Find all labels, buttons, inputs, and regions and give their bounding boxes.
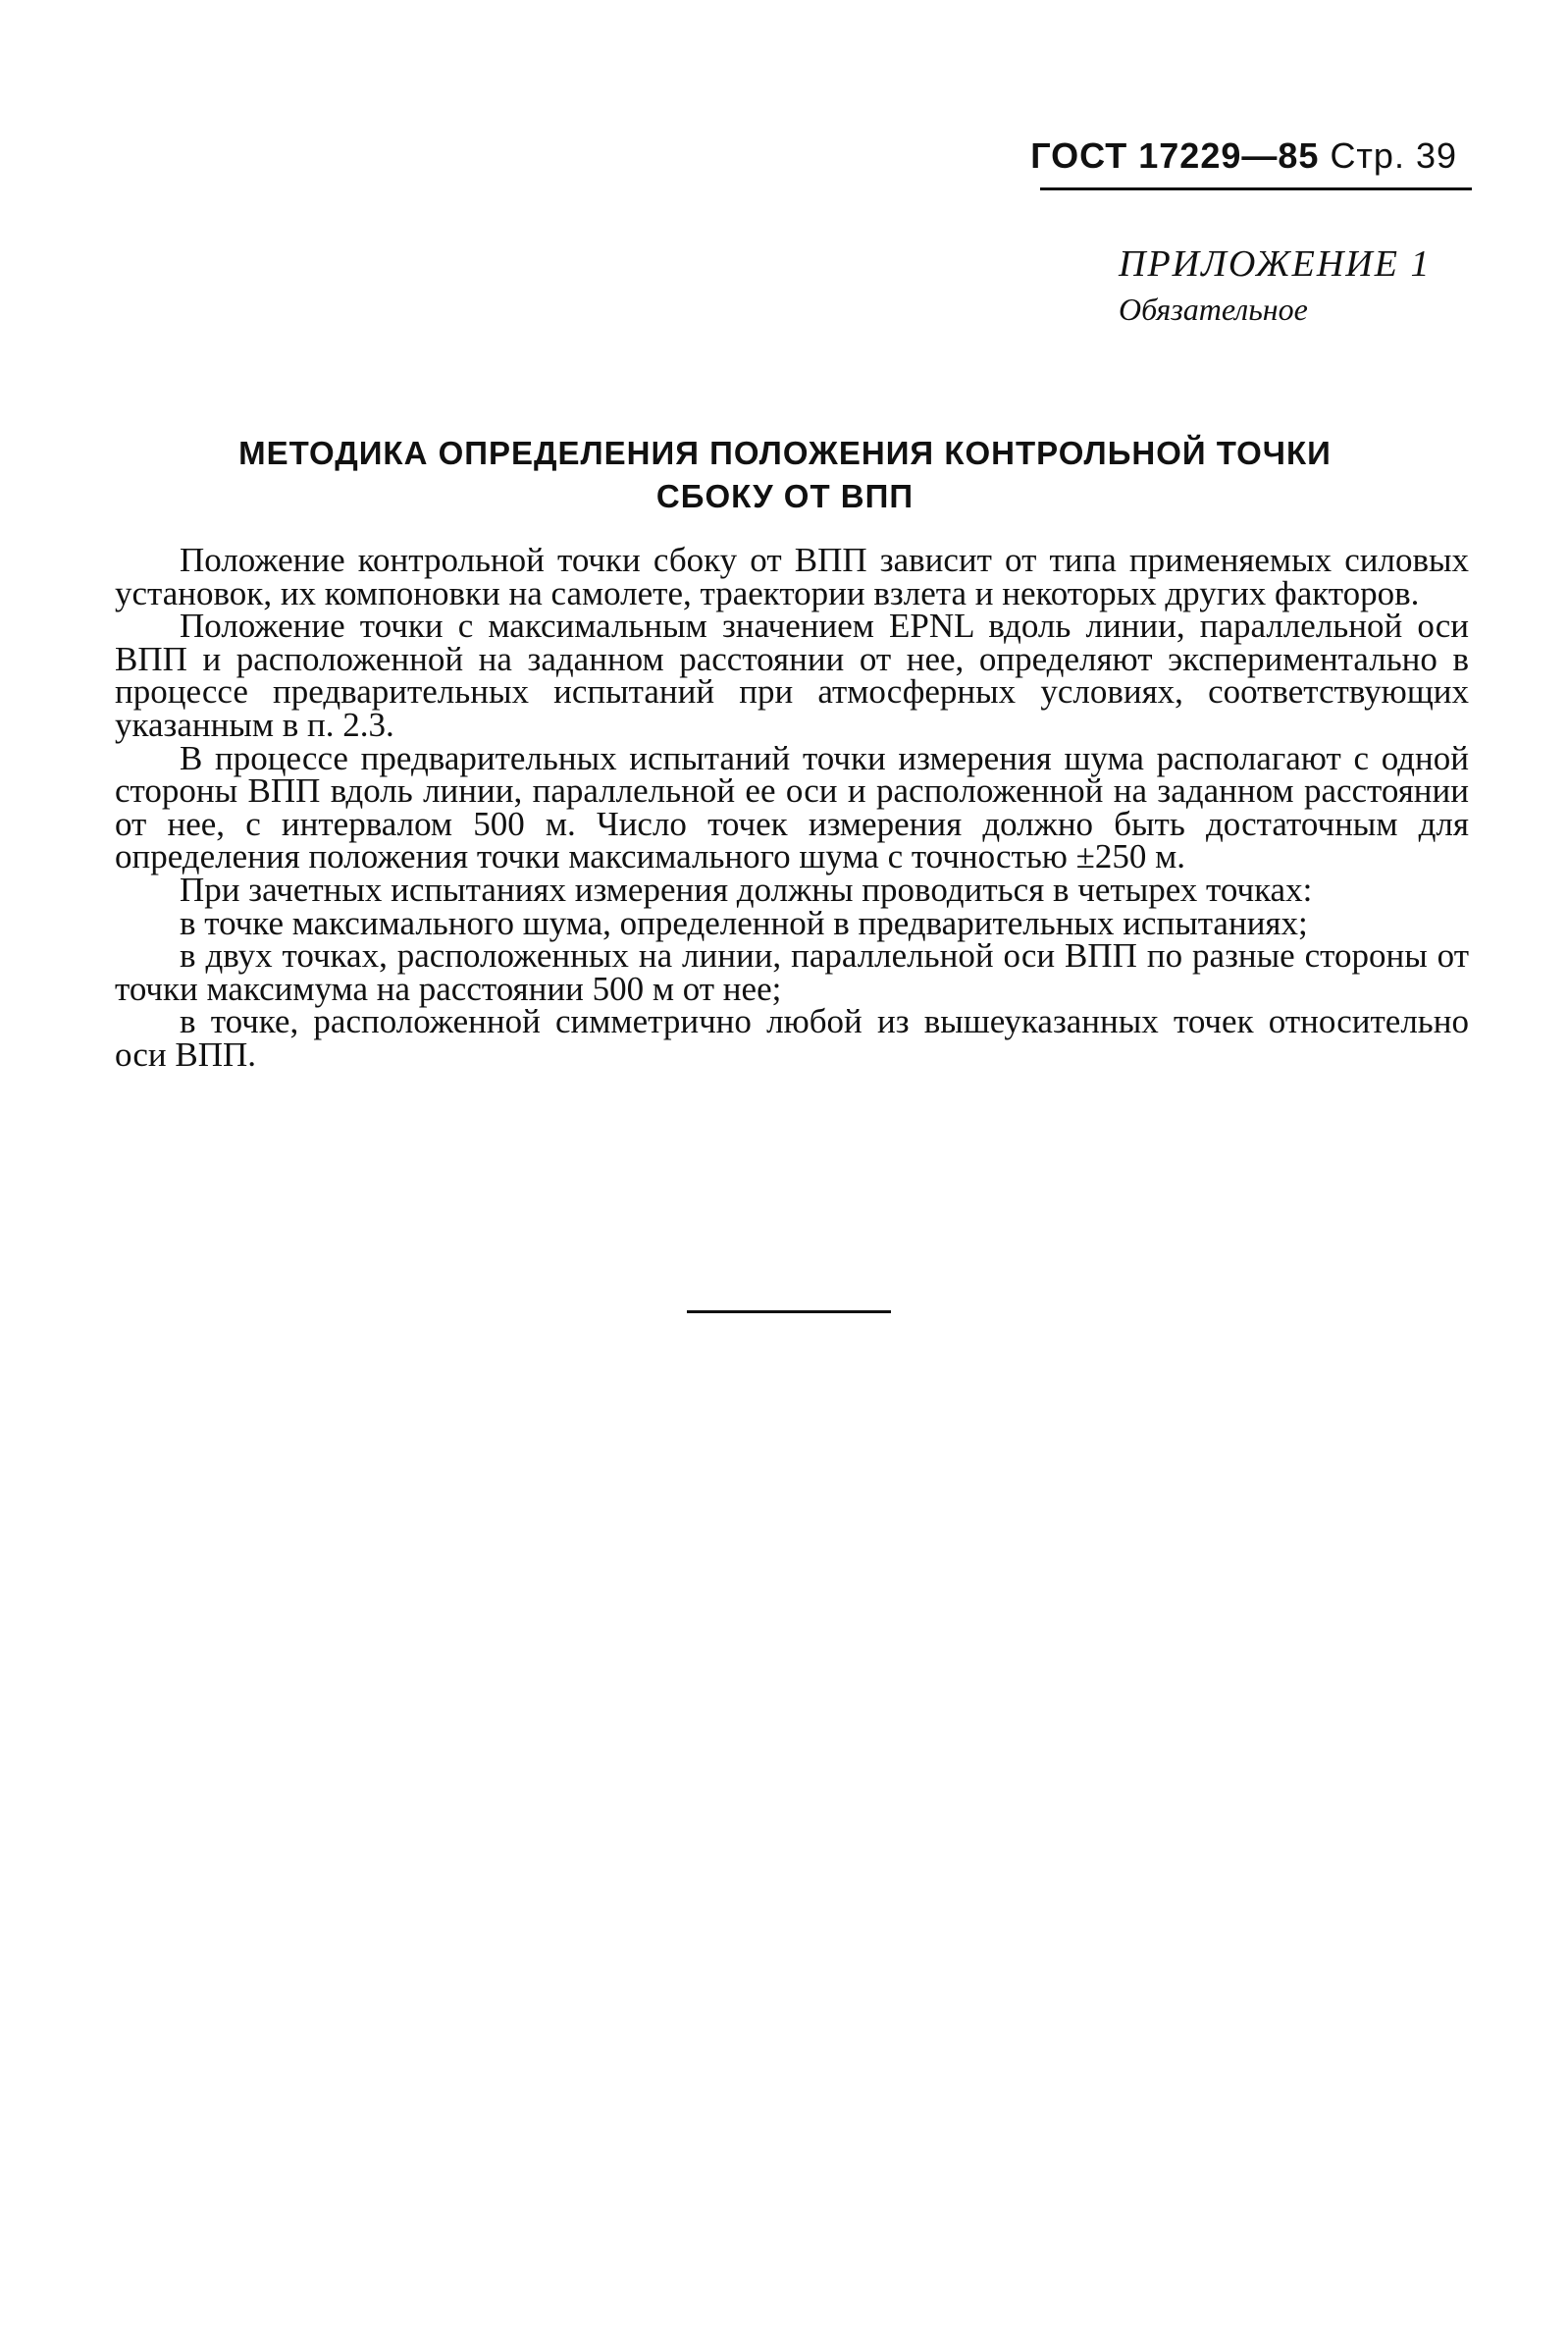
list-item: в точке максимального шума, определенной в предварительных испытаниях;	[180, 903, 1308, 942]
appendix-subtitle: Обязательное	[1119, 292, 1308, 327]
body-text	[115, 541, 1469, 1074]
page-header	[1030, 130, 1472, 192]
paragraph: При зачетных испытаниях измерения должны проводиться в четырех точках:	[180, 870, 1313, 909]
document-code: ГОСТ 17229—85	[1030, 135, 1320, 176]
appendix-title: ПРИЛОЖЕНИЕ 1	[1119, 243, 1432, 285]
list-item: в точке, расположенной симметрично любой из вышеуказанных точек относительно оси ВПП.	[115, 1002, 1469, 1074]
paragraph: Положение контрольной точки сбоку от ВПП зависит от типа применяемых силовых установок, их компоновки на самолете, траектории взлета и некоторых других факторов.	[115, 541, 1469, 612]
end-rule	[687, 1310, 891, 1313]
header-text	[1030, 135, 1457, 177]
list-item: в двух точках, расположенных на линии, параллельной оси ВПП по разные стороны от точки максимума на расстоянии 500 м от нее;	[115, 936, 1469, 1008]
title-line-1: МЕТОДИКА ОПРЕДЕЛЕНИЯ ПОЛОЖЕНИЯ КОНТРОЛЬНОЙ ТОЧКИ	[238, 435, 1332, 471]
appendix-label	[1119, 240, 1431, 331]
header-rule	[1040, 187, 1472, 190]
paragraph: Положение точки с максимальным значением EPNL вдоль линии, параллельной оси ВПП и расположенной на заданном расстоянии от нее, определяют экспериментально в процессе предварительных испытаний при атмосферных условиях, соответствующих указанным в п. 2.3.	[115, 607, 1469, 744]
paragraph: В процессе предварительных испытаний точки измерения шума располагают с одной стороны ВПП вдоль линии, параллельной ее оси и расположенной на заданном расстоянии от нее, с интервалом 500 м. Число точек измерения должно быть достаточным для определения положения точки максимального шума с точностью ±250 м.	[115, 738, 1469, 876]
page-number: Стр. 39	[1330, 135, 1457, 176]
title-line-2: СБОКУ ОТ ВПП	[655, 478, 915, 514]
document-title	[147, 432, 1423, 518]
